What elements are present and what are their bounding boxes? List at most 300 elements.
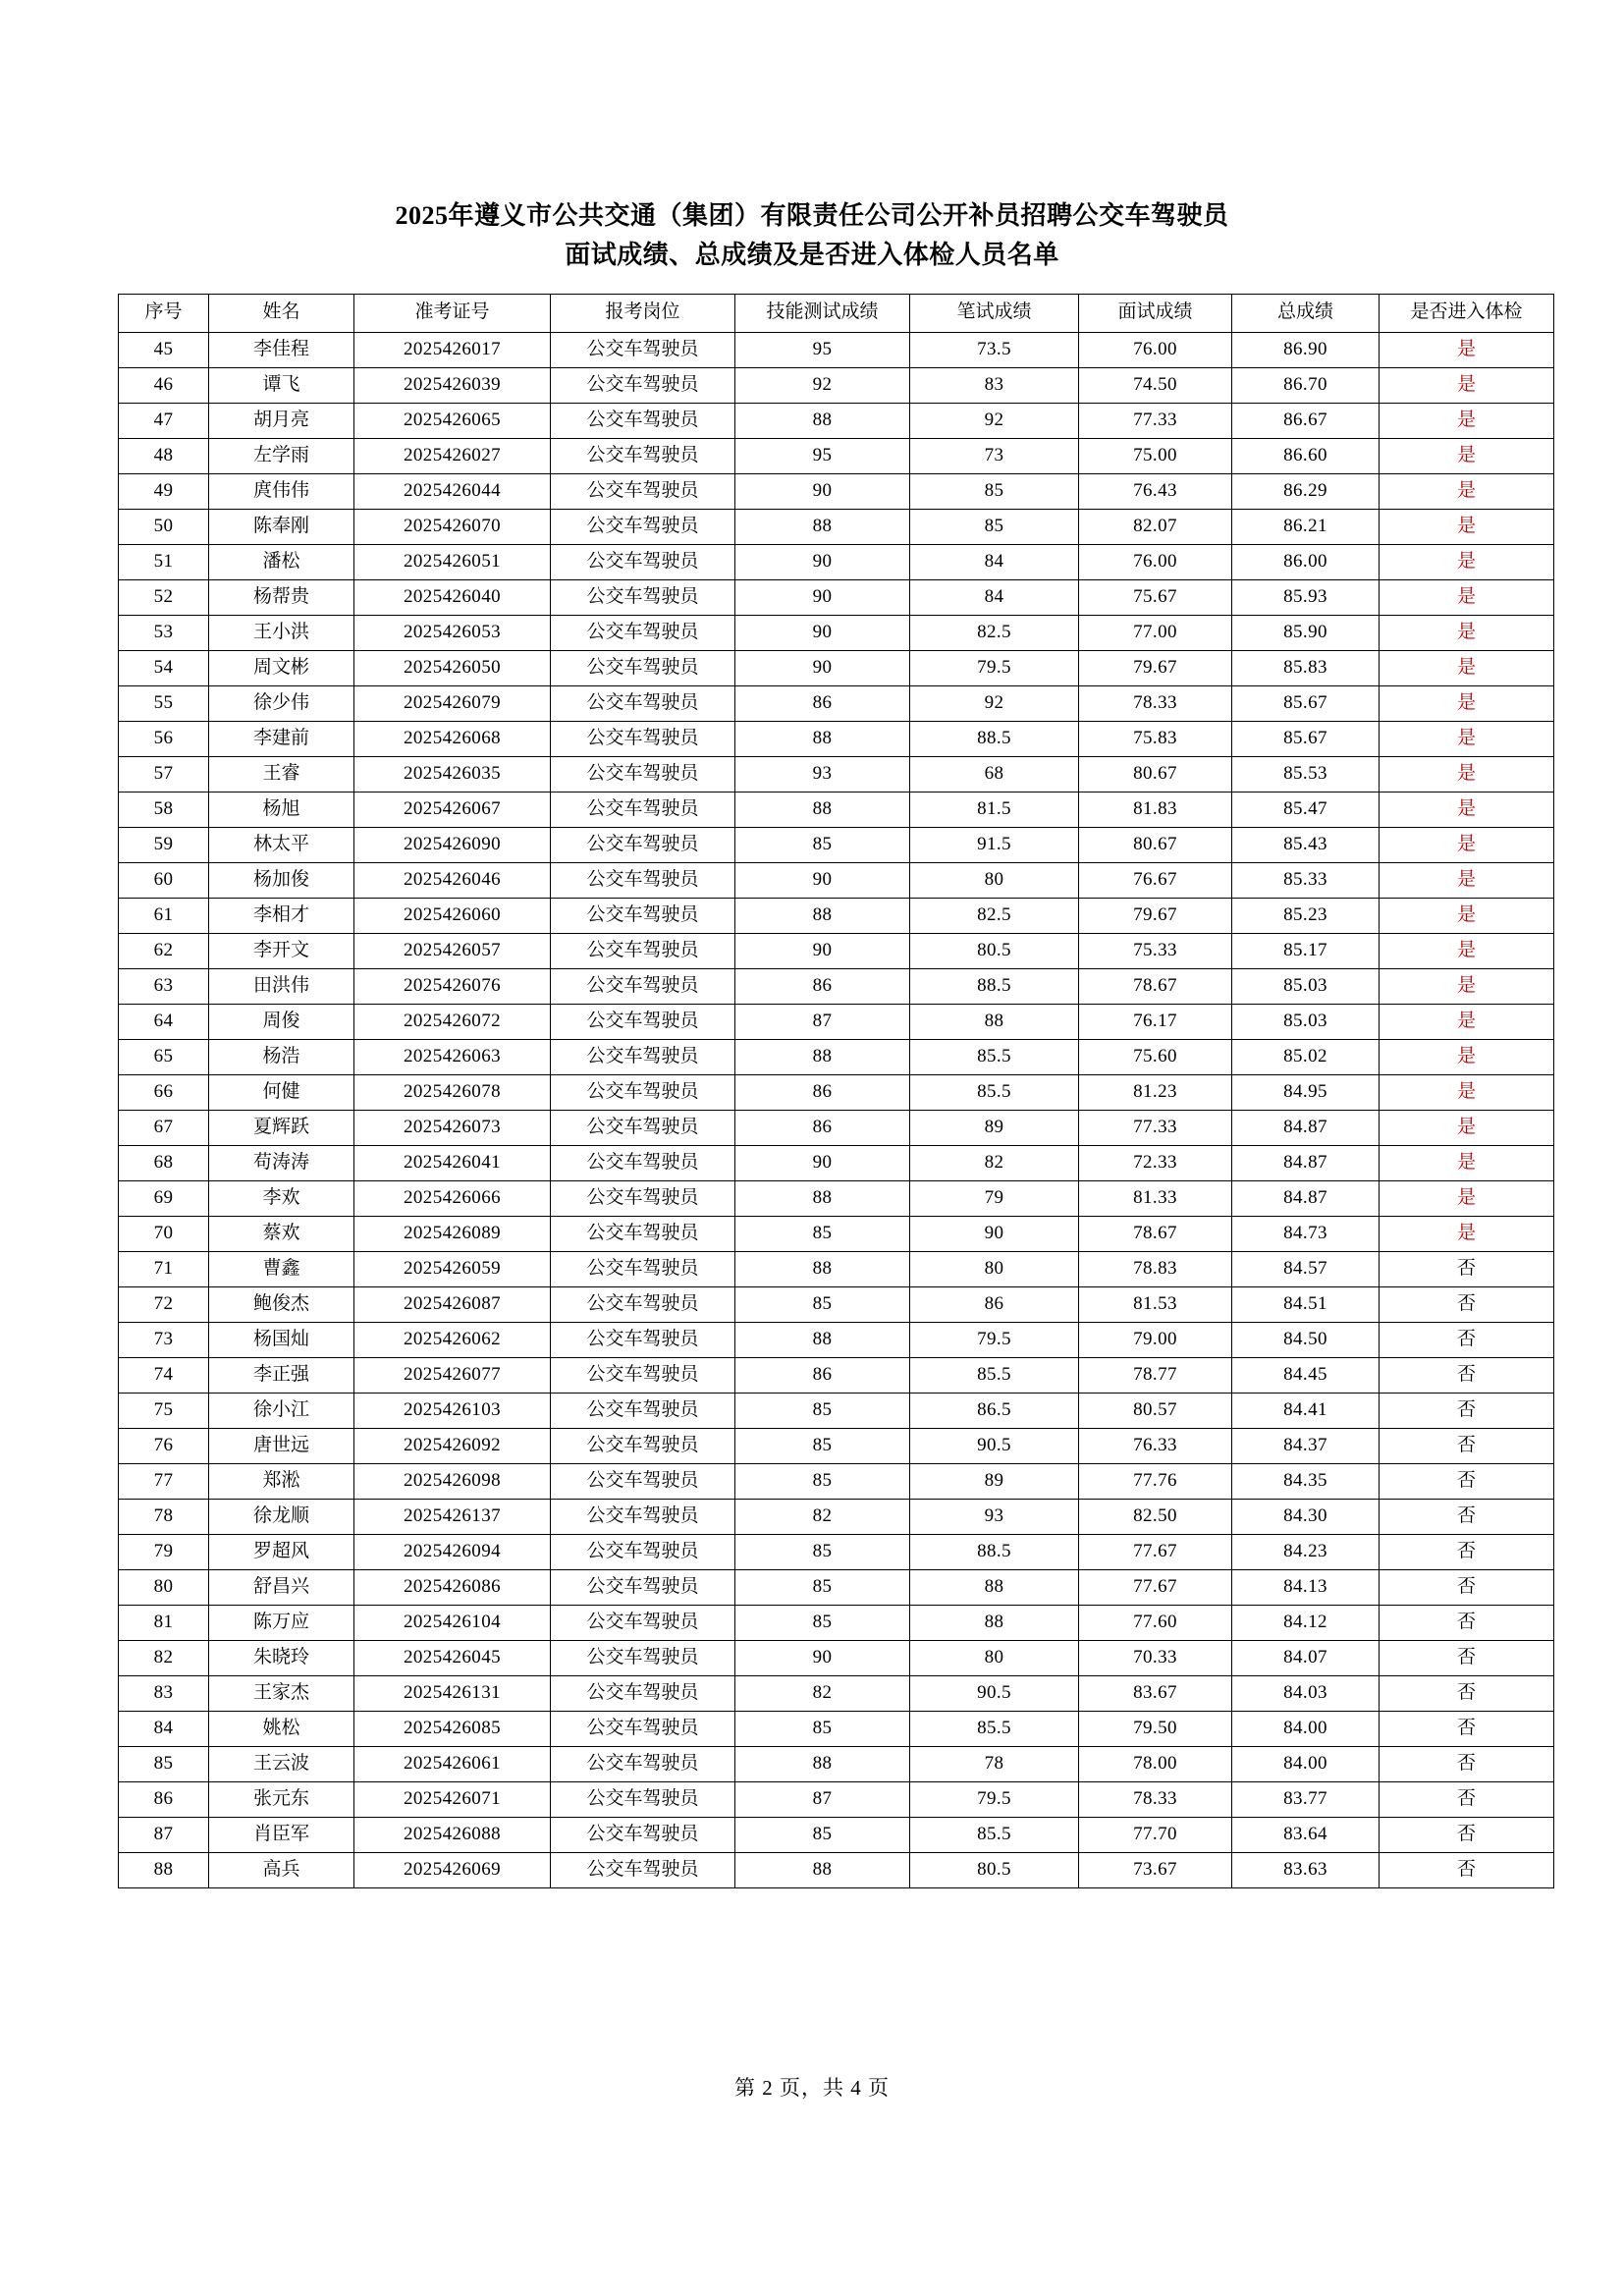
- cell-interview: 80.67: [1079, 827, 1232, 862]
- cell-index: 81: [119, 1605, 209, 1640]
- cell-skill: 88: [735, 898, 910, 933]
- cell-skill: 90: [735, 579, 910, 615]
- cell-post: 公交车驾驶员: [551, 544, 735, 579]
- cell-pass: 是: [1380, 650, 1554, 685]
- cell-interview: 82.07: [1079, 509, 1232, 544]
- cell-interview: 75.67: [1079, 579, 1232, 615]
- cell-skill: 88: [735, 792, 910, 827]
- cell-skill: 85: [735, 1286, 910, 1322]
- cell-index: 53: [119, 615, 209, 650]
- cell-written: 82.5: [910, 615, 1079, 650]
- cell-pass: 是: [1380, 827, 1554, 862]
- cell-name: 田洪伟: [209, 968, 354, 1004]
- cell-skill: 85: [735, 1605, 910, 1640]
- cell-total: 84.00: [1232, 1746, 1380, 1781]
- cell-name: 周俊: [209, 1004, 354, 1039]
- cell-skill: 86: [735, 1110, 910, 1145]
- cell-total: 85.53: [1232, 756, 1380, 792]
- cell-index: 78: [119, 1499, 209, 1534]
- cell-total: 83.64: [1232, 1817, 1380, 1852]
- page-title-line-2: 面试成绩、总成绩及是否进入体检人员名单: [565, 241, 1059, 270]
- cell-skill: 88: [735, 1322, 910, 1357]
- column-header-interview: 面试成绩: [1079, 294, 1232, 332]
- cell-index: 57: [119, 756, 209, 792]
- cell-pass: 是: [1380, 898, 1554, 933]
- cell-admission: 2025426051: [354, 544, 551, 579]
- cell-admission: 2025426137: [354, 1499, 551, 1534]
- cell-index: 87: [119, 1817, 209, 1852]
- cell-pass: 否: [1380, 1463, 1554, 1499]
- table-row: [119, 1711, 1554, 1746]
- cell-interview: 77.33: [1079, 1110, 1232, 1145]
- cell-name: 王小洪: [209, 615, 354, 650]
- table-row: [119, 403, 1554, 438]
- cell-interview: 81.53: [1079, 1286, 1232, 1322]
- table-row: [119, 1110, 1554, 1145]
- cell-post: 公交车驾驶员: [551, 1074, 735, 1110]
- cell-skill: 88: [735, 1746, 910, 1781]
- cell-admission: 2025426068: [354, 721, 551, 756]
- cell-interview: 83.67: [1079, 1675, 1232, 1711]
- cell-name: 李佳程: [209, 332, 354, 367]
- cell-pass: 是: [1380, 403, 1554, 438]
- cell-post: 公交车驾驶员: [551, 1463, 735, 1499]
- cell-written: 93: [910, 1499, 1079, 1534]
- cell-pass: 否: [1380, 1534, 1554, 1569]
- cell-skill: 86: [735, 1074, 910, 1110]
- cell-index: 71: [119, 1251, 209, 1286]
- cell-interview: 79.67: [1079, 650, 1232, 685]
- cell-written: 85: [910, 473, 1079, 509]
- cell-pass: 是: [1380, 438, 1554, 473]
- table-row: [119, 650, 1554, 685]
- cell-name: 唐世远: [209, 1428, 354, 1463]
- cell-interview: 81.23: [1079, 1074, 1232, 1110]
- cell-post: 公交车驾驶员: [551, 1569, 735, 1605]
- cell-interview: 77.33: [1079, 403, 1232, 438]
- table-row: [119, 1746, 1554, 1781]
- cell-total: 85.03: [1232, 1004, 1380, 1039]
- cell-index: 52: [119, 579, 209, 615]
- cell-post: 公交车驾驶员: [551, 1393, 735, 1428]
- table-row: [119, 544, 1554, 579]
- table-row: [119, 1216, 1554, 1251]
- table-row: [119, 1675, 1554, 1711]
- cell-name: 庹伟伟: [209, 473, 354, 509]
- cell-total: 85.47: [1232, 792, 1380, 827]
- cell-interview: 78.33: [1079, 685, 1232, 721]
- cell-pass: 是: [1380, 933, 1554, 968]
- cell-skill: 85: [735, 1569, 910, 1605]
- cell-index: 85: [119, 1746, 209, 1781]
- cell-skill: 85: [735, 1817, 910, 1852]
- cell-admission: 2025426088: [354, 1817, 551, 1852]
- cell-skill: 87: [735, 1004, 910, 1039]
- cell-pass: 是: [1380, 615, 1554, 650]
- cell-total: 84.00: [1232, 1711, 1380, 1746]
- cell-pass: 是: [1380, 1180, 1554, 1216]
- cell-written: 82: [910, 1145, 1079, 1180]
- cell-admission: 2025426076: [354, 968, 551, 1004]
- cell-written: 88.5: [910, 968, 1079, 1004]
- cell-skill: 90: [735, 933, 910, 968]
- table-row: [119, 579, 1554, 615]
- column-header-index: 序号: [119, 294, 209, 332]
- cell-skill: 88: [735, 509, 910, 544]
- cell-pass: 是: [1380, 862, 1554, 898]
- cell-name: 朱晓玲: [209, 1640, 354, 1675]
- cell-index: 45: [119, 332, 209, 367]
- column-header-total: 总成绩: [1232, 294, 1380, 332]
- cell-post: 公交车驾驶员: [551, 1251, 735, 1286]
- cell-admission: 2025426069: [354, 1852, 551, 1887]
- cell-admission: 2025426041: [354, 1145, 551, 1180]
- table-row: [119, 1781, 1554, 1817]
- cell-name: 徐龙顺: [209, 1499, 354, 1534]
- table-row: [119, 1039, 1554, 1074]
- cell-pass: 是: [1380, 1074, 1554, 1110]
- cell-name: 杨浩: [209, 1039, 354, 1074]
- cell-total: 84.87: [1232, 1145, 1380, 1180]
- cell-interview: 78.00: [1079, 1746, 1232, 1781]
- table-row: [119, 1605, 1554, 1640]
- cell-pass: 是: [1380, 756, 1554, 792]
- cell-pass: 是: [1380, 1110, 1554, 1145]
- cell-pass: 否: [1380, 1569, 1554, 1605]
- cell-written: 73: [910, 438, 1079, 473]
- cell-index: 70: [119, 1216, 209, 1251]
- cell-admission: 2025426077: [354, 1357, 551, 1393]
- cell-interview: 78.77: [1079, 1357, 1232, 1393]
- cell-admission: 2025426098: [354, 1463, 551, 1499]
- cell-skill: 88: [735, 721, 910, 756]
- cell-post: 公交车驾驶员: [551, 756, 735, 792]
- cell-skill: 92: [735, 367, 910, 403]
- cell-post: 公交车驾驶员: [551, 615, 735, 650]
- cell-total: 84.35: [1232, 1463, 1380, 1499]
- cell-name: 郑淞: [209, 1463, 354, 1499]
- cell-pass: 否: [1380, 1428, 1554, 1463]
- cell-pass: 是: [1380, 579, 1554, 615]
- cell-pass: 是: [1380, 544, 1554, 579]
- cell-written: 85.5: [910, 1357, 1079, 1393]
- cell-skill: 85: [735, 1534, 910, 1569]
- cell-interview: 81.83: [1079, 792, 1232, 827]
- cell-written: 82.5: [910, 898, 1079, 933]
- cell-name: 何健: [209, 1074, 354, 1110]
- cell-name: 杨国灿: [209, 1322, 354, 1357]
- cell-name: 肖臣军: [209, 1817, 354, 1852]
- cell-admission: 2025426094: [354, 1534, 551, 1569]
- cell-post: 公交车驾驶员: [551, 792, 735, 827]
- cell-admission: 2025426062: [354, 1322, 551, 1357]
- cell-pass: 否: [1380, 1357, 1554, 1393]
- cell-admission: 2025426090: [354, 827, 551, 862]
- table-row: [119, 1569, 1554, 1605]
- cell-post: 公交车驾驶员: [551, 933, 735, 968]
- cell-total: 84.03: [1232, 1675, 1380, 1711]
- cell-interview: 77.76: [1079, 1463, 1232, 1499]
- grades-table: [118, 294, 1554, 1888]
- cell-total: 84.45: [1232, 1357, 1380, 1393]
- cell-interview: 76.00: [1079, 544, 1232, 579]
- table-row: [119, 367, 1554, 403]
- column-header-skill: 技能测试成绩: [735, 294, 910, 332]
- cell-interview: 78.67: [1079, 968, 1232, 1004]
- cell-written: 88.5: [910, 721, 1079, 756]
- cell-written: 89: [910, 1463, 1079, 1499]
- cell-skill: 86: [735, 968, 910, 1004]
- cell-name: 陈万应: [209, 1605, 354, 1640]
- cell-index: 50: [119, 509, 209, 544]
- table-row: [119, 1286, 1554, 1322]
- cell-admission: 2025426067: [354, 792, 551, 827]
- cell-interview: 79.67: [1079, 898, 1232, 933]
- cell-written: 88: [910, 1004, 1079, 1039]
- cell-pass: 是: [1380, 685, 1554, 721]
- cell-total: 84.87: [1232, 1110, 1380, 1145]
- cell-name: 高兵: [209, 1852, 354, 1887]
- cell-written: 86: [910, 1286, 1079, 1322]
- cell-index: 51: [119, 544, 209, 579]
- cell-admission: 2025426089: [354, 1216, 551, 1251]
- cell-admission: 2025426045: [354, 1640, 551, 1675]
- cell-written: 80.5: [910, 1852, 1079, 1887]
- cell-name: 周文彬: [209, 650, 354, 685]
- cell-total: 84.12: [1232, 1605, 1380, 1640]
- table-row: [119, 968, 1554, 1004]
- cell-name: 曹鑫: [209, 1251, 354, 1286]
- table-row: [119, 473, 1554, 509]
- cell-skill: 90: [735, 1145, 910, 1180]
- cell-index: 55: [119, 685, 209, 721]
- table-row: [119, 1463, 1554, 1499]
- cell-total: 85.43: [1232, 827, 1380, 862]
- cell-total: 86.00: [1232, 544, 1380, 579]
- cell-total: 86.60: [1232, 438, 1380, 473]
- cell-admission: 2025426039: [354, 367, 551, 403]
- table-row: [119, 1251, 1554, 1286]
- cell-interview: 77.67: [1079, 1534, 1232, 1569]
- cell-admission: 2025426085: [354, 1711, 551, 1746]
- cell-post: 公交车驾驶员: [551, 721, 735, 756]
- cell-interview: 75.00: [1079, 438, 1232, 473]
- cell-pass: 否: [1380, 1852, 1554, 1887]
- cell-name: 王云波: [209, 1746, 354, 1781]
- cell-admission: 2025426103: [354, 1393, 551, 1428]
- cell-skill: 90: [735, 615, 910, 650]
- cell-written: 90.5: [910, 1675, 1079, 1711]
- cell-post: 公交车驾驶员: [551, 1852, 735, 1887]
- cell-pass: 否: [1380, 1817, 1554, 1852]
- page-title: [118, 196, 1506, 276]
- cell-pass: 否: [1380, 1499, 1554, 1534]
- cell-name: 王睿: [209, 756, 354, 792]
- cell-post: 公交车驾驶员: [551, 1534, 735, 1569]
- cell-interview: 79.00: [1079, 1322, 1232, 1357]
- cell-post: 公交车驾驶员: [551, 1675, 735, 1711]
- cell-interview: 76.43: [1079, 473, 1232, 509]
- table-row: [119, 1180, 1554, 1216]
- cell-pass: 是: [1380, 509, 1554, 544]
- cell-skill: 85: [735, 1428, 910, 1463]
- cell-admission: 2025426035: [354, 756, 551, 792]
- cell-written: 73.5: [910, 332, 1079, 367]
- cell-name: 左学雨: [209, 438, 354, 473]
- cell-written: 80: [910, 1640, 1079, 1675]
- cell-name: 陈奉刚: [209, 509, 354, 544]
- cell-post: 公交车驾驶员: [551, 1499, 735, 1534]
- table-header-row: [119, 294, 1554, 332]
- cell-interview: 80.67: [1079, 756, 1232, 792]
- cell-post: 公交车驾驶员: [551, 332, 735, 367]
- cell-skill: 90: [735, 650, 910, 685]
- cell-post: 公交车驾驶员: [551, 1180, 735, 1216]
- cell-total: 85.83: [1232, 650, 1380, 685]
- cell-name: 罗超风: [209, 1534, 354, 1569]
- cell-interview: 77.70: [1079, 1817, 1232, 1852]
- cell-skill: 87: [735, 1781, 910, 1817]
- cell-written: 80.5: [910, 933, 1079, 968]
- cell-post: 公交车驾驶员: [551, 1216, 735, 1251]
- cell-pass: 否: [1380, 1251, 1554, 1286]
- column-header-pass: 是否进入体检: [1380, 294, 1554, 332]
- table-row: [119, 1499, 1554, 1534]
- cell-interview: 78.83: [1079, 1251, 1232, 1286]
- cell-total: 84.95: [1232, 1074, 1380, 1110]
- cell-total: 85.17: [1232, 933, 1380, 968]
- cell-admission: 2025426078: [354, 1074, 551, 1110]
- cell-pass: 是: [1380, 1145, 1554, 1180]
- cell-post: 公交车驾驶员: [551, 1322, 735, 1357]
- cell-name: 蔡欢: [209, 1216, 354, 1251]
- page-footer: 第 2 页，共 4 页: [734, 2076, 890, 2100]
- cell-index: 61: [119, 898, 209, 933]
- cell-written: 85: [910, 509, 1079, 544]
- cell-post: 公交车驾驶员: [551, 473, 735, 509]
- cell-pass: 否: [1380, 1322, 1554, 1357]
- cell-admission: 2025426017: [354, 332, 551, 367]
- cell-total: 84.13: [1232, 1569, 1380, 1605]
- table-row: [119, 792, 1554, 827]
- column-header-written: 笔试成绩: [910, 294, 1079, 332]
- cell-total: 86.67: [1232, 403, 1380, 438]
- cell-post: 公交车驾驶员: [551, 685, 735, 721]
- cell-index: 48: [119, 438, 209, 473]
- cell-index: 63: [119, 968, 209, 1004]
- cell-pass: 否: [1380, 1286, 1554, 1322]
- cell-post: 公交车驾驶员: [551, 827, 735, 862]
- cell-index: 74: [119, 1357, 209, 1393]
- cell-interview: 79.50: [1079, 1711, 1232, 1746]
- cell-index: 77: [119, 1463, 209, 1499]
- cell-interview: 75.60: [1079, 1039, 1232, 1074]
- table-row: [119, 1817, 1554, 1852]
- cell-pass: 是: [1380, 1216, 1554, 1251]
- cell-total: 85.03: [1232, 968, 1380, 1004]
- cell-interview: 74.50: [1079, 367, 1232, 403]
- cell-skill: 82: [735, 1499, 910, 1534]
- table-row: [119, 1393, 1554, 1428]
- table-row: [119, 862, 1554, 898]
- cell-written: 84: [910, 544, 1079, 579]
- table-row: [119, 721, 1554, 756]
- cell-written: 85.5: [910, 1817, 1079, 1852]
- cell-written: 85.5: [910, 1039, 1079, 1074]
- cell-interview: 75.83: [1079, 721, 1232, 756]
- cell-written: 84: [910, 579, 1079, 615]
- table-row: [119, 933, 1554, 968]
- cell-skill: 88: [735, 1251, 910, 1286]
- cell-interview: 77.67: [1079, 1569, 1232, 1605]
- cell-index: 46: [119, 367, 209, 403]
- page-title-line-1: 2025年遵义市公共交通（集团）有限责任公司公开补员招聘公交车驾驶员: [395, 201, 1229, 230]
- cell-admission: 2025426104: [354, 1605, 551, 1640]
- cell-total: 84.50: [1232, 1322, 1380, 1357]
- cell-index: 79: [119, 1534, 209, 1569]
- cell-name: 徐少伟: [209, 685, 354, 721]
- table-row: [119, 756, 1554, 792]
- cell-written: 78: [910, 1746, 1079, 1781]
- table-row: [119, 827, 1554, 862]
- cell-post: 公交车驾驶员: [551, 1640, 735, 1675]
- cell-total: 86.21: [1232, 509, 1380, 544]
- cell-post: 公交车驾驶员: [551, 968, 735, 1004]
- cell-name: 杨旭: [209, 792, 354, 827]
- cell-pass: 是: [1380, 367, 1554, 403]
- cell-pass: 否: [1380, 1781, 1554, 1817]
- cell-admission: 2025426072: [354, 1004, 551, 1039]
- cell-interview: 77.00: [1079, 615, 1232, 650]
- cell-written: 85.5: [910, 1074, 1079, 1110]
- cell-pass: 是: [1380, 721, 1554, 756]
- cell-pass: 否: [1380, 1711, 1554, 1746]
- cell-index: 76: [119, 1428, 209, 1463]
- cell-index: 64: [119, 1004, 209, 1039]
- cell-written: 90: [910, 1216, 1079, 1251]
- cell-skill: 88: [735, 1180, 910, 1216]
- cell-written: 92: [910, 685, 1079, 721]
- cell-post: 公交车驾驶员: [551, 650, 735, 685]
- cell-total: 85.90: [1232, 615, 1380, 650]
- cell-name: 潘松: [209, 544, 354, 579]
- cell-post: 公交车驾驶员: [551, 1145, 735, 1180]
- table-row: [119, 685, 1554, 721]
- cell-written: 88.5: [910, 1534, 1079, 1569]
- cell-name: 张元东: [209, 1781, 354, 1817]
- cell-skill: 85: [735, 1463, 910, 1499]
- cell-interview: 82.50: [1079, 1499, 1232, 1534]
- cell-pass: 否: [1380, 1605, 1554, 1640]
- table-row: [119, 1074, 1554, 1110]
- cell-interview: 80.57: [1079, 1393, 1232, 1428]
- cell-post: 公交车驾驶员: [551, 898, 735, 933]
- cell-post: 公交车驾驶员: [551, 1286, 735, 1322]
- cell-written: 88: [910, 1605, 1079, 1640]
- table-row: [119, 1145, 1554, 1180]
- cell-name: 徐小江: [209, 1393, 354, 1428]
- cell-index: 80: [119, 1569, 209, 1605]
- cell-total: 84.57: [1232, 1251, 1380, 1286]
- cell-skill: 90: [735, 862, 910, 898]
- column-header-admission: 准考证号: [354, 294, 551, 332]
- cell-name: 夏辉跃: [209, 1110, 354, 1145]
- cell-pass: 是: [1380, 1039, 1554, 1074]
- cell-written: 68: [910, 756, 1079, 792]
- column-header-name: 姓名: [209, 294, 354, 332]
- cell-post: 公交车驾驶员: [551, 1004, 735, 1039]
- table-row: [119, 615, 1554, 650]
